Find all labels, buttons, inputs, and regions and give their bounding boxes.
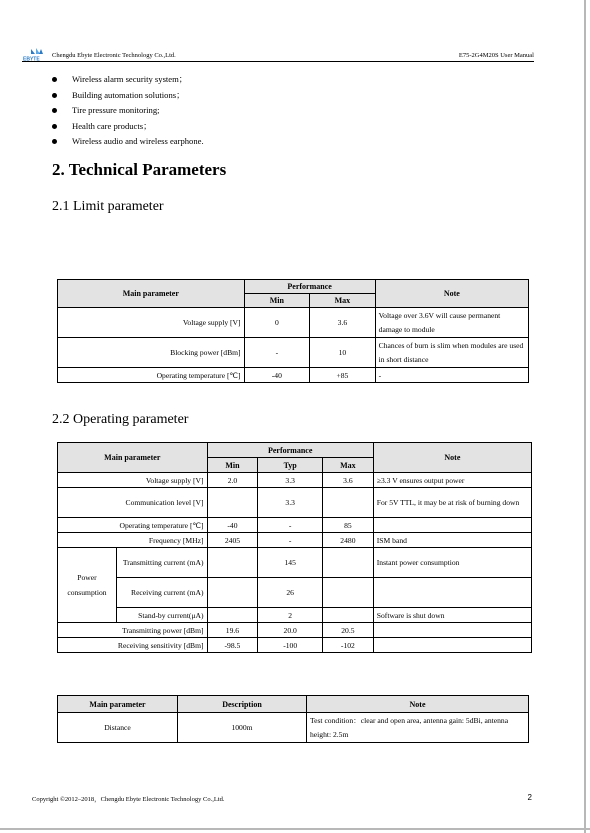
table-row: Power consumption Transmitting current (mA) 145 Instant power consumption	[58, 548, 532, 578]
page-edge-right	[584, 0, 586, 833]
limit-parameter-table	[57, 279, 529, 383]
distance-table	[57, 695, 529, 743]
bullet-icon	[52, 77, 57, 82]
operating-parameter-table	[57, 442, 532, 653]
col-typ: Typ	[258, 458, 323, 473]
table-row: Distance 1000m Test condition：clear and open area, antenna gain: 5dBi, antenna height: 2.5m	[58, 713, 529, 743]
list-item: Tire pressure monitoring;	[52, 103, 204, 119]
col-note: Note	[307, 696, 529, 713]
operating-parameter-title: 2.2 Operating parameter	[52, 412, 189, 427]
col-main-parameter: Main parameter	[58, 443, 208, 473]
table-row: Receiving sensitivity [dBm] -98.5 -100 -102	[58, 638, 532, 653]
list-item: Wireless audio and wireless earphone.	[52, 134, 204, 150]
list-item: Health care products；	[52, 119, 204, 135]
footer-copyright: Copyright ©2012–2018，Chengdu Ebyte Electronic Technology Co.,Ltd.	[32, 796, 225, 803]
limit-parameter-title: 2.1 Limit parameter	[52, 199, 164, 214]
col-main-parameter: Main parameter	[58, 280, 245, 308]
list-item: Building automation solutions；	[52, 88, 204, 104]
header-rule	[22, 61, 534, 62]
col-note: Note	[375, 280, 528, 308]
table-row: Operating temperature [℃] -40 +85 -	[58, 368, 529, 383]
section-title: 2. Technical Parameters	[52, 160, 227, 179]
page-number: 2	[527, 793, 532, 802]
bullet-icon	[52, 124, 57, 129]
ebyte-logo	[22, 48, 50, 62]
power-consumption-group: Power consumption	[58, 548, 117, 623]
table-row: Frequency [MHz] 2405 - 2480 ISM band	[58, 533, 532, 548]
col-description: Description	[178, 696, 307, 713]
logo-text: EBYTE	[23, 56, 40, 62]
bullet-icon	[52, 93, 57, 98]
col-max: Max	[323, 458, 374, 473]
page-edge-bottom	[0, 828, 590, 830]
col-min: Min	[207, 458, 258, 473]
col-performance: Performance	[244, 280, 375, 294]
table-row: Receiving current (mA) 26	[58, 578, 532, 608]
bullet-icon	[52, 108, 57, 113]
table-row: Blocking power [dBm] - 10 Chances of burn is slim when modules are used in short distance	[58, 338, 529, 368]
bullet-icon	[52, 139, 57, 144]
application-list	[52, 72, 204, 150]
col-note: Note	[373, 443, 531, 473]
table-row: Voltage supply [V] 2.0 3.3 3.6 ≥3.3 V ensures output power	[58, 473, 532, 488]
table-row: Stand-by current(μA) 2 Software is shut down	[58, 608, 532, 623]
table-row: Voltage supply [V] 0 3.6 Voltage over 3.6V will cause permanent damage to module	[58, 308, 529, 338]
table-row: Operating temperature [℃] -40 - 85	[58, 518, 532, 533]
header-manual-title: E75-2G4M20S User Manual	[458, 52, 534, 59]
col-performance: Performance	[207, 443, 373, 458]
col-max: Max	[310, 294, 376, 308]
list-item: Wireless alarm security system；	[52, 72, 204, 88]
table-row: Communication level [V] 3.3 For 5V TTL, it may be at risk of burning down	[58, 488, 532, 518]
col-min: Min	[244, 294, 310, 308]
table-row: Transmitting power [dBm] 19.6 20.0 20.5	[58, 623, 532, 638]
header-company: Chengdu Ebyte Electronic Technology Co.,Ltd.	[52, 52, 176, 59]
col-main-parameter: Main parameter	[58, 696, 178, 713]
